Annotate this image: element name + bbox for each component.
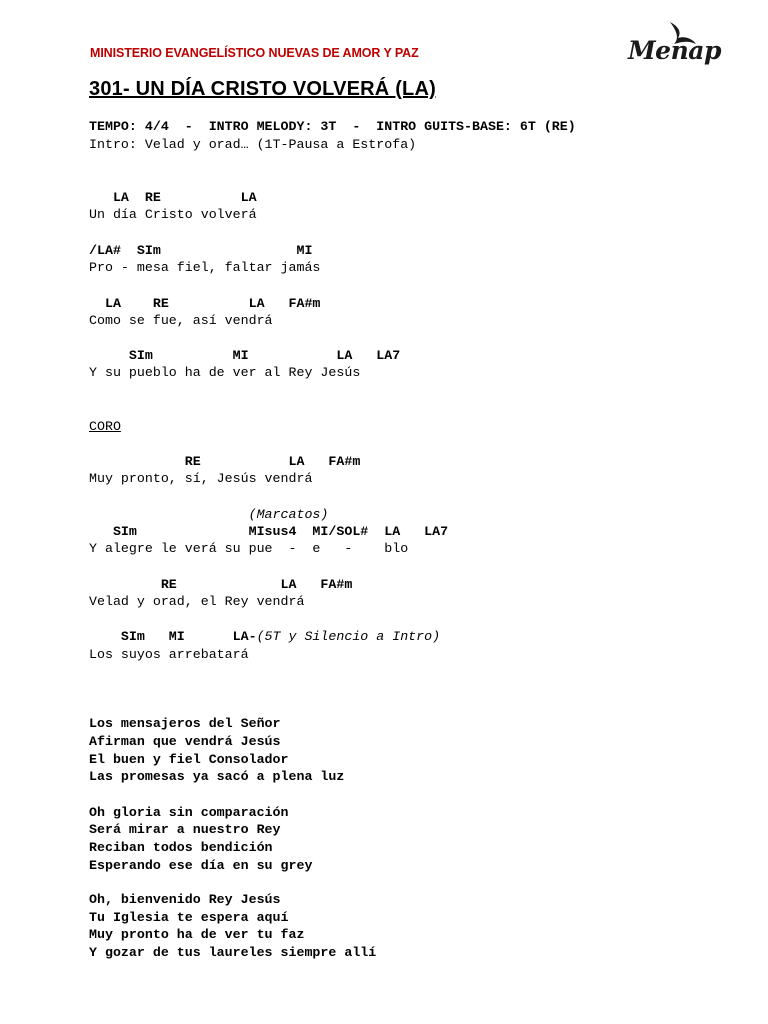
performance-note: (Marcatos) (89, 507, 329, 522)
lyric-line: Velad y orad, el Rey vendrá (89, 594, 305, 609)
logo-text: Menap (628, 36, 721, 65)
chord-line-with-note (89, 628, 440, 645)
lyric-line: Los suyos arrebatará (89, 647, 249, 662)
lyric-line: Tu Iglesia te espera aquí (89, 910, 289, 925)
lyric-line: Y su pueblo ha de ver al Rey Jesús (89, 365, 361, 380)
lyric-line: Las promesas ya sacó a plena luz (89, 769, 345, 784)
lyric-line: El buen y fiel Consolador (89, 752, 289, 767)
chord-text: SIm MI LA- (89, 629, 257, 644)
chord-line: LA RE LA (89, 190, 257, 205)
song-title: 301- UN DÍA CRISTO VOLVERÁ (LA) (89, 78, 436, 100)
lyric-line: Un día Cristo volverá (89, 207, 257, 222)
lyric-line: Será mirar a nuestro Rey (89, 822, 281, 837)
lyric-line: Y alegre le verá su pue - e - blo (89, 541, 409, 556)
lyric-line: Afirman que vendrá Jesús (89, 734, 281, 749)
tempo-line: TEMPO: 4/4 - INTRO MELODY: 3T - INTRO GUITS-BASE: 6T (RE) (89, 119, 576, 134)
lyric-line: Esperando ese día en su grey (89, 858, 313, 873)
lyric-line: Oh gloria sin comparación (89, 805, 289, 820)
chord-line: /LA# SIm MI (89, 243, 313, 258)
performance-note: (5T y Silencio a Intro) (256, 629, 441, 644)
lyric-line: Y gozar de tus laureles siempre allí (89, 945, 377, 960)
chord-line: LA RE LA FA#m (89, 296, 321, 311)
chorus-label: CORO (89, 419, 121, 434)
chord-line: SIm MI LA LA7 (89, 348, 401, 363)
intro-line: Intro: Velad y orad… (1T-Pausa a Estrofa) (89, 137, 417, 152)
menap-logo (626, 20, 726, 70)
lyric-line: Como se fue, así vendrá (89, 313, 273, 328)
lyric-line: Reciban todos bendición (89, 840, 273, 855)
lyric-line: Oh, bienvenido Rey Jesús (89, 892, 281, 907)
lyric-line: Los mensajeros del Señor (89, 716, 281, 731)
chord-line: RE LA FA#m (89, 577, 353, 592)
chord-line: RE LA FA#m (89, 454, 361, 469)
lyric-line: Pro - mesa fiel, faltar jamás (89, 260, 321, 275)
lyric-line: Muy pronto, sí, Jesús vendrá (89, 471, 313, 486)
organization-name: MINISTERIO EVANGELÍSTICO NUEVAS DE AMOR Y PAZ (90, 46, 419, 60)
lyric-line: Muy pronto ha de ver tu faz (89, 927, 305, 942)
chord-line: SIm MIsus4 MI/SOL# LA LA7 (89, 524, 449, 539)
